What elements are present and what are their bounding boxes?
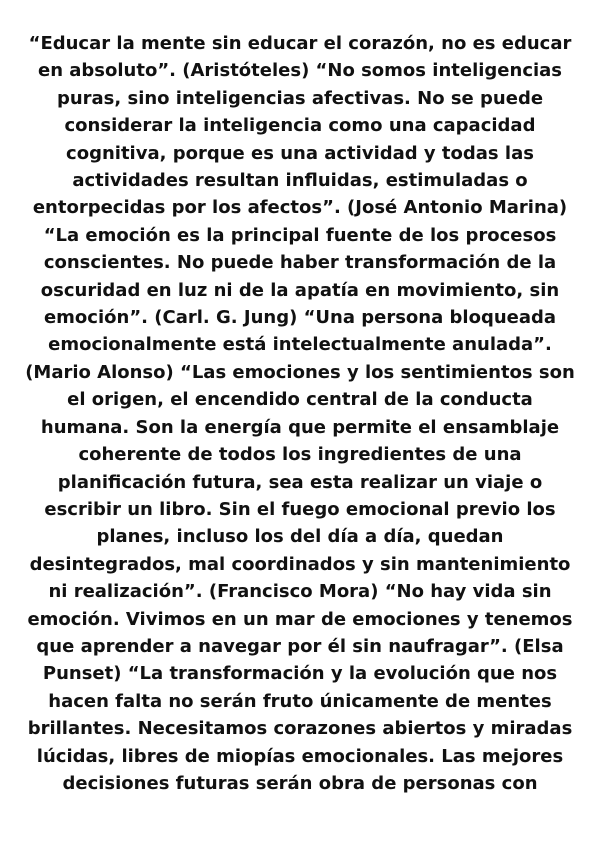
text-line: brillantes. Necesitamos corazones abiertos y miradas [27, 718, 573, 740]
text-line: humana. Son la energía que permite el ensamblaje [40, 416, 560, 438]
quotes-paragraph [22, 30, 578, 797]
text-line: hacen falta no serán fruto únicamente de mentes [48, 690, 552, 712]
text-line: el origen, el encendido central de la conducta [67, 389, 533, 411]
text-line: lúcidas, libres de miopías emocionales. Las mejores [36, 745, 564, 767]
text-line: desintegrados, mal coordinados y sin mantenimiento [29, 553, 571, 575]
text-line: en absoluto”. (Aristóteles) “No somos inteligencias [37, 60, 563, 82]
text-line: actividades resultan influidas, estimuladas o [72, 170, 528, 192]
text-line: ni realización”. (Francisco Mora) “No hay vida sin [48, 581, 552, 603]
text-line: emocionalmente está intelectualmente anulada”. [48, 334, 552, 356]
text-line: considerar la inteligencia como una capacidad [64, 115, 536, 137]
text-line: planificación futura, sea esta realizar un viaje o [57, 471, 543, 493]
text-line: que aprender a navegar por él sin naufragar”. (Elsa [36, 635, 564, 657]
text-line: “La emoción es la principal fuente de los procesos [43, 224, 557, 246]
text-line: oscuridad en luz ni de la apatía en movimiento, sin [40, 279, 560, 301]
text-line: entorpecidas por los afectos”. (José Antonio Marina) [32, 197, 568, 219]
text-line: planes, incluso los del día a día, quedan [96, 526, 504, 548]
text-line: coherente de todos los ingredientes de una [78, 444, 522, 466]
text-line: Punset) “La transformación y la evolución que nos [42, 663, 558, 685]
text-line: decisiones futuras serán obra de personas con [62, 772, 538, 794]
text-line: escribir un libro. Sin el fuego emocional previo los [44, 498, 556, 520]
text-line: (Mario Alonso) “Las emociones y los sentimientos son [25, 361, 575, 383]
text-line: cognitiva, porque es una actividad y todas las [66, 142, 534, 164]
text-line: “Educar la mente sin educar el corazón, no es educar [28, 33, 572, 54]
text-line: emoción”. (Carl. G. Jung) “Una persona bloqueada [43, 307, 557, 329]
text-line: emoción. Vivimos en un mar de emociones y tenemos [27, 608, 573, 630]
text-line: puras, sino inteligencias afectivas. No se puede [56, 87, 544, 109]
text-line: conscientes. No puede haber transformación de la [43, 252, 557, 274]
